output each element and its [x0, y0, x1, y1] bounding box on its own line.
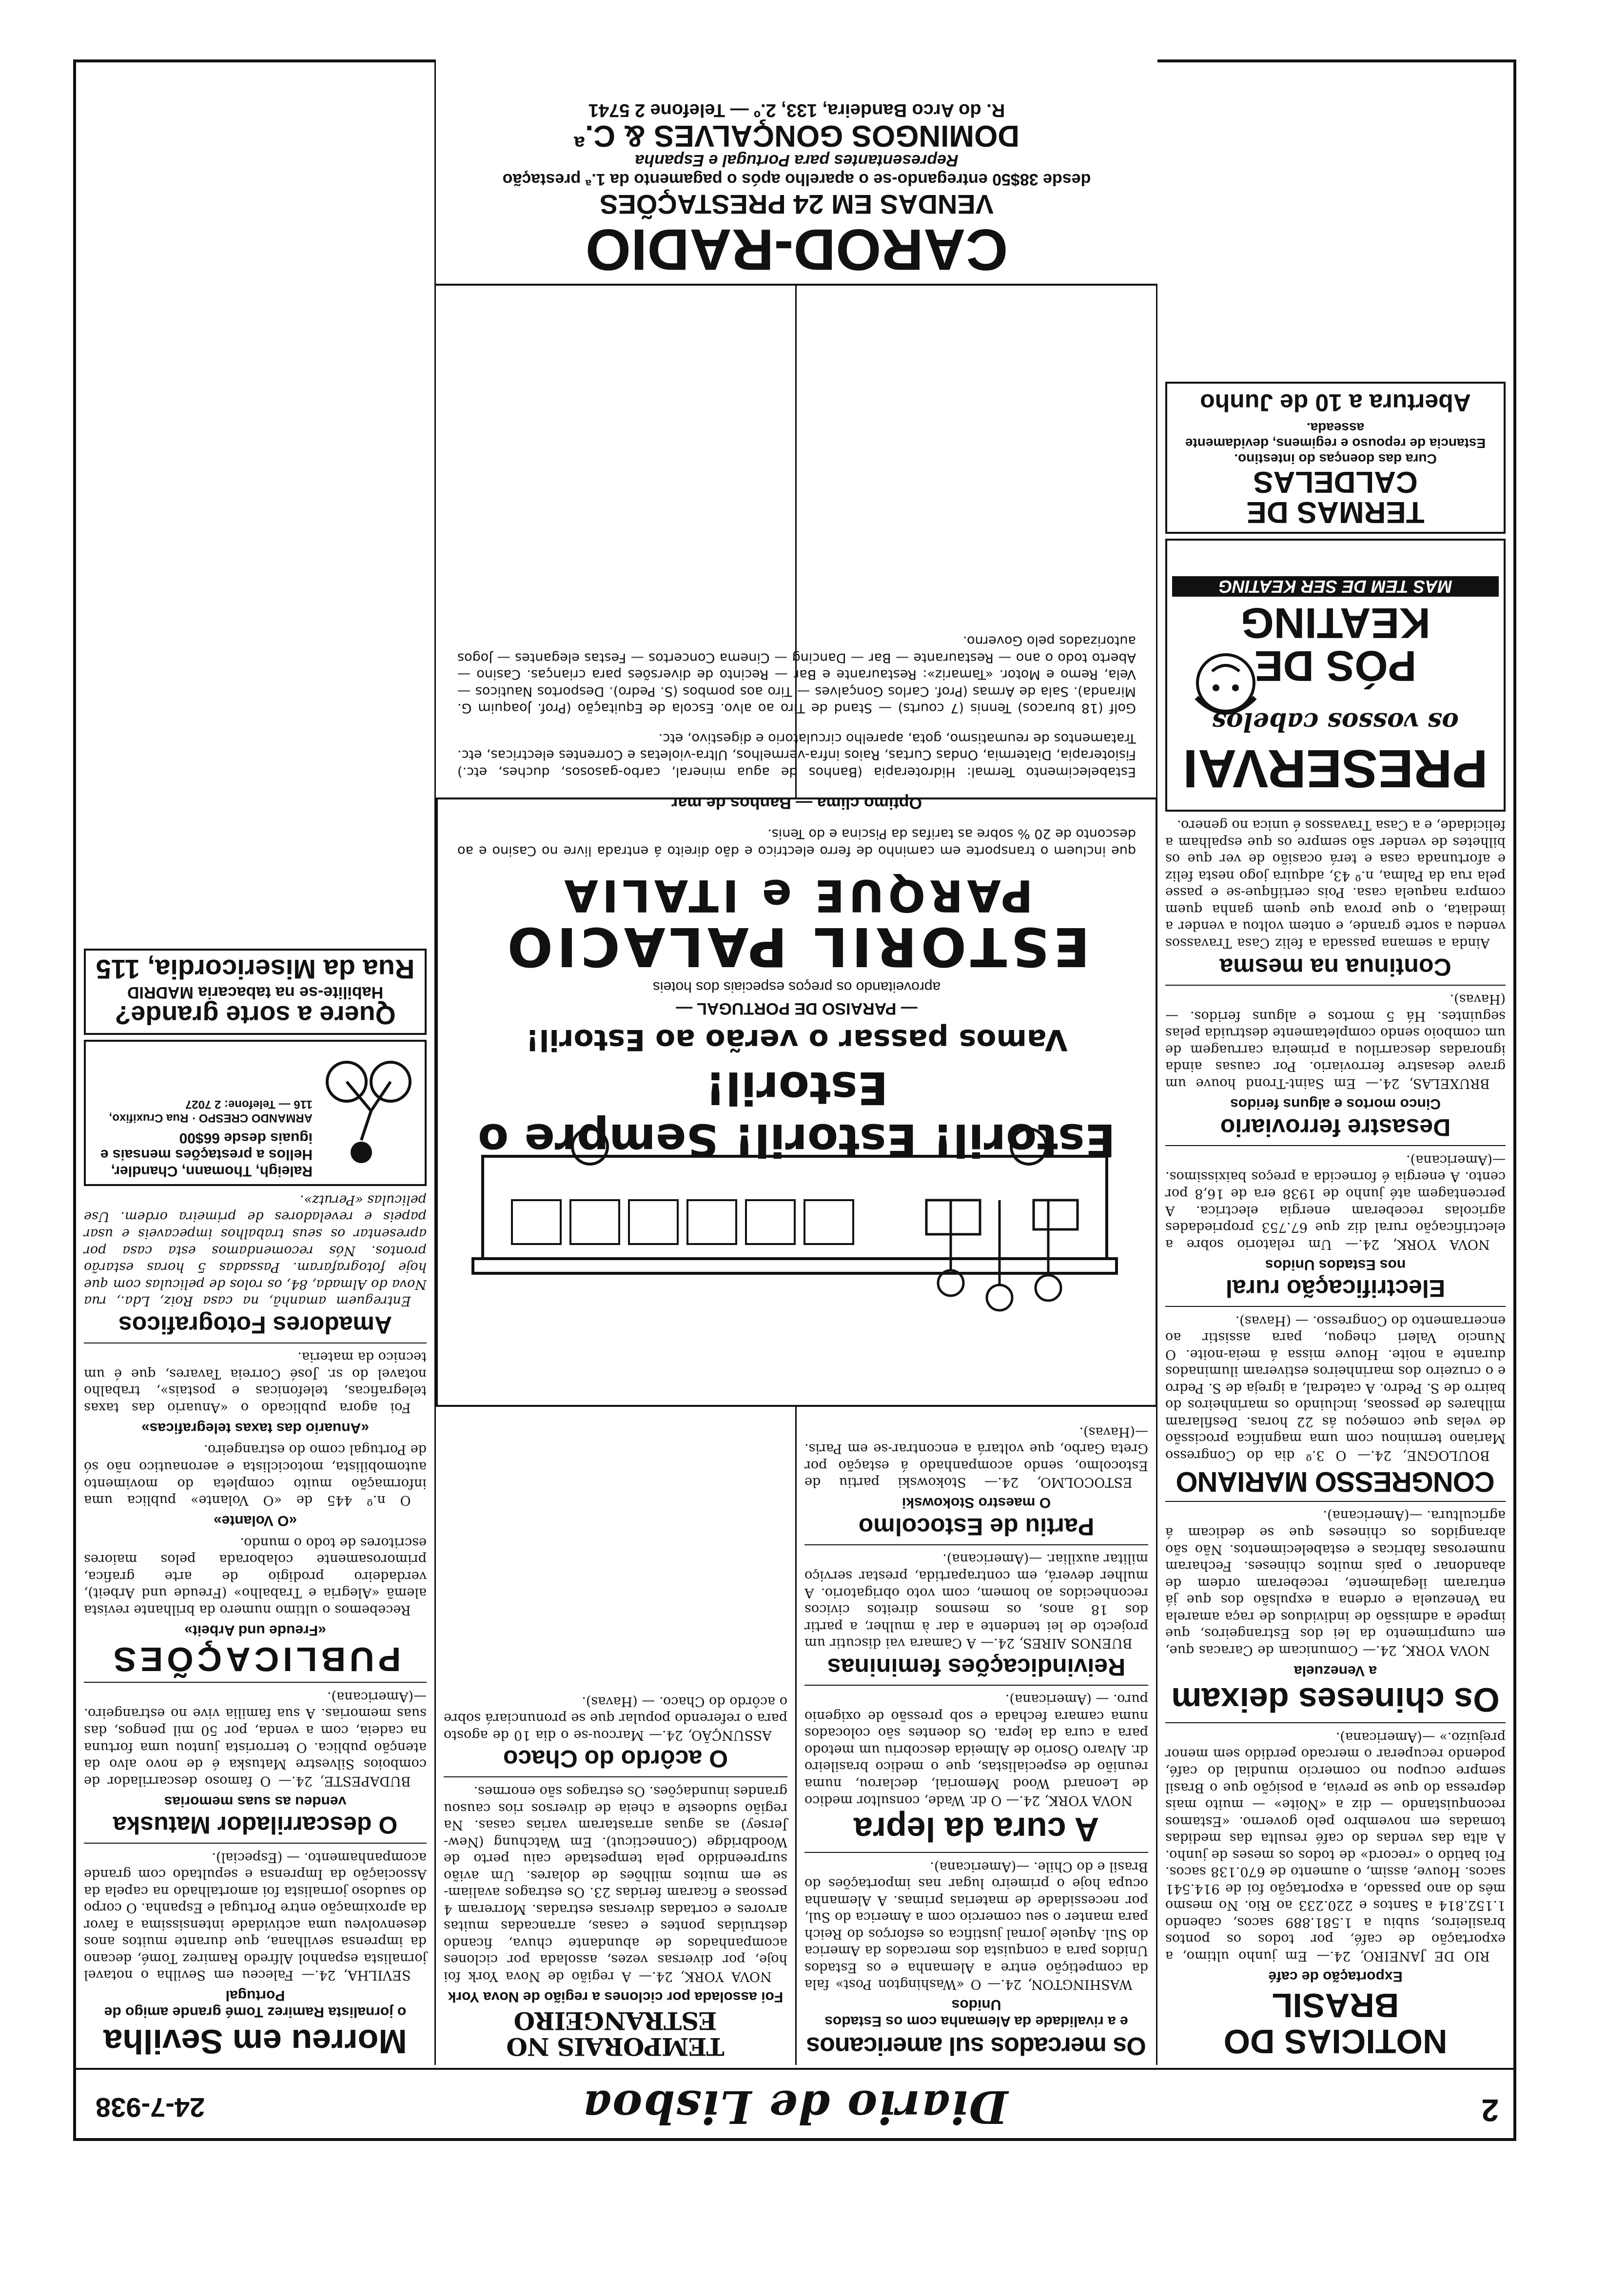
ad-bicycles: [84, 1040, 427, 1186]
ad-caldelas: [1165, 382, 1506, 534]
ad-sorte-title: Quere a sorte grande?: [115, 1000, 396, 1030]
headline-morreu-sevilha: Morreu em Sevilha: [103, 2023, 407, 2061]
ad-estoril-brand: ESTORIL PALACIO: [503, 915, 1090, 978]
article-body: NOVA YORK, 24.— O dr. Wade, consultor medico de Leonard Wood Memorial, declarou, numa reunião de especialistas, que o medico brasileiro dr. Alvaro Osorio de Almeida descobriu um metodo para a cura da lepra. Os doentes são colocados numa camara fechada e sob pressão de oxigenio puro. — (Americana).: [804, 1692, 1148, 1808]
ad-sorte-line: Habilite-se na tabacaria MADRID: [127, 983, 384, 1002]
headline-estocolmo: Partiu de Estocolmo: [858, 1513, 1095, 1540]
face-illustration-icon: [1182, 639, 1270, 722]
headline-electrificacao: Electrificação rural: [1225, 1275, 1446, 1303]
ad-carod-line: desde 38$50 entregando-se o aparelho após o pagamento da 1.ª prestação: [502, 170, 1091, 189]
article-body: BOULOGNE, 24.— O 3.º dia do Congresso Mariano terminou com uma magnifica procissão de velas que começou ás 22 horas. Desfilaram milhares de pessoas, incluindo os marinheiros do bairro de S. Pedro. A catedral, a igreja de S. Pedro e o cruzeiro dos marinheiros estiveram iluminados durante a noite. Houve missa á meia-noite. O Nuncio Valeri chegou, para assistir ao encerramento do Congresso. — (Havas).: [1165, 1313, 1506, 1463]
headline-publicacoes: PUBLICAÇÕES: [109, 1640, 401, 1679]
headline-temporais: TEMPORAIS NO ESTRANGEIRO: [507, 2006, 725, 2061]
headline-congresso-mariano: CONGRESSO MARIANO: [1176, 1465, 1495, 1498]
subhead: Foi assolada por ciclones a região de Nova York: [448, 1989, 784, 2005]
subhead: o jornalista Ramirez Tomé grande amigo de Portugal: [104, 1987, 407, 2021]
subhead: nos Estados Unidos: [1265, 1256, 1406, 1273]
subhead: vendeu as suas memorias: [164, 1793, 347, 1810]
headline-amadores: Amadores Fotograficos: [118, 1311, 392, 1339]
newspaper-title: Diario de Lisboa: [581, 2081, 1008, 2133]
headline-desastre-ferroviario: Desastre ferroviario: [1220, 1114, 1451, 1142]
article-body: Foi agora publicado o «Anuario das taxas telegraficas, telefonicas e postais», trabalho notavel do sr. José Correia Tavares, que é um tecnico da materia.: [84, 1349, 427, 1415]
headline-reivindicacoes: Reivindicações femininas: [827, 1653, 1126, 1681]
article-body: NOVA YORK, 24.— Um relatorio sobre a electrificação rural diz que 67.753 propriedades agricolas receberam energia electrica. A percentagem até junho de 1938 era de 16,8 por cento. A energia é fornecida a preços baixissimos. —(Americana).: [1165, 1152, 1506, 1252]
divider: [444, 1776, 787, 1777]
headline-acordo-chaco: O acôrdo do Chaco: [503, 1745, 728, 1773]
ad-estoril-desc: Estabelecimento Termal: Hidroterapia (Banhos de agua mineral, carbo-gasosos, duches, etc.) Fisioterapia, Diatermia, Ondas Curtas, Raios infra-vermelhos, Ultra-violetas e Correntes electricas, etc. Tratamentos de reumatismo, gota, aparelho circulatorio e digestivo, etc.: [457, 730, 1136, 779]
divider: [804, 1852, 1148, 1853]
subhead: O maestro Stokowski: [901, 1495, 1051, 1511]
article-body: BRUXELAS, 24.— Em Saint-Trond houve um grave desastre ferroviario. Por causas ainda ignoradas descarrilou a primeira carruagem de um comboio sendo completamente destruida pelas seguintes. Há 5 mortos e alguns feridos. — (Havas).: [1165, 992, 1506, 1091]
headline-cura-lepra: A cura da lepra: [853, 1810, 1099, 1849]
article-body: Recebemos o ultimo numero da brilhante revista alemã «Alegria e Trabalho» (Freude und Arbeit), verdadeiro prodigio de arte grafica, primorosamente colaborada pelos maiores escritores de todo o mundo.: [84, 1535, 427, 1617]
subhead: «Freude und Arbeit»: [184, 1622, 326, 1638]
ad-estoril-tag: — PARAISO DE PORTUGAL —: [676, 999, 918, 1018]
article-body: ESTOCOLMO, 24.— Stokowski partiu de Estocolmo, sendo acompanhado á estação por Greta Garbo, que voltará a encontrar-se em Paris. —(Havas).: [804, 1424, 1148, 1490]
bicycle-rider-icon: [322, 1057, 420, 1174]
ad-keating-brand: PRESERVAI: [1183, 738, 1488, 798]
subhead: Cinco mortos e alguns feridos: [1230, 1095, 1441, 1112]
column-sevilha: [76, 62, 436, 2065]
ad-estoril-sub: Vamos passar o verão ao Estoril!: [526, 1023, 1068, 1057]
page-frame: [73, 59, 1516, 2141]
ad-keating: [1165, 539, 1506, 812]
divider: [1165, 1306, 1506, 1307]
divider: [1165, 985, 1506, 986]
headline-matuska: O descarrilador Matuska: [113, 1811, 398, 1839]
divider: [84, 1843, 427, 1844]
divider: [804, 1544, 1148, 1545]
ad-sorte-address: Rua da Misericordia, 115: [96, 954, 415, 985]
headline-mercados: Os mercados sul americanos: [806, 2032, 1146, 2060]
article-body: Ainda a semana passada a feliz Casa Travassos vendeu a sorte grande, e ontem voltou a vender a imediata, o que prova que quem ganha quem compra naquela casa. Pois certifique-se e passe pela rua da Palma, n.º 43, adquira jogo nesta feliz e afortunada casa e terá ocasião de ver que os bilhetes de vender são sempre os que espalham a felicidade, e a Casa Travassos é unica no genero.: [1165, 817, 1506, 951]
ad-caldelas-line: Cura das doenças do intestino.: [1234, 451, 1437, 467]
ad-keating-script: os vossos cabelos: [1212, 706, 1459, 737]
article-body: WASHINGTON, 24.— O «Washington Post» fala da competição entre a Alemanha e os Estados Unidos para a conquista dos mercados da America do Sul. Aquele jornal justifica os esforços do Reich para manter o seu comercio com a America do Sul, por necessidade de materias primas. A Alemanha ocupa hoje o primeiro lugar nas importações do Brasil e do Chile. —(Americana).: [804, 1859, 1148, 1992]
ad-carod-address: R. do Arco Bandeira, 133, 2.º — Telefone 2 5741: [588, 100, 1005, 120]
divider: [1165, 1722, 1506, 1723]
divider: [84, 1682, 427, 1683]
ad-estoril-brand2: PARQUE e ITALIA: [560, 870, 1033, 921]
subhead-exportacao-cafe: Exportação de café: [1268, 1968, 1403, 1985]
article-body: Entreguem amanhã, na casa Roiz, Lda., rua Nova do Almada, 84, os rolos de peliculas com que hoje fotografaram. Passadas 5 horas estarão prontos. Nós recomendamos esta casa por apresentar os seus trabalhos impecaveis e usar papeis e reveladores de primeira ordem. Use peliculas «Perutz».: [84, 1192, 427, 1309]
article-body: RIO DE JANEIRO, 24.— Em junho ultimo, a exportação de café, por todos os pontos brasileiros, subiu a 1.581.889 sacos, cabendo 1.152.814 a Santos e 220.233 ao Rio. No mesmo mês do ano passado, a exportação foi de 914.541 sacos. Houve, assim, o aumento de 670.138 sacos. Foi batido o «record» de todos os meses de junho. A alta das vendas do café resulta das medidas tomadas em novembro pelo governo. «Estamos reconquistando — diz a «Noite» — muito mais depressa do que se previa, a posição que o Brasil sempre ocupou no comercio mundial do café, podendo recuperar o mercado perdido sem menor prejuizo.» —(Americana).: [1165, 1729, 1506, 1964]
ad-estoril-clima: Optimo clima — Banhos de mar: [671, 793, 922, 812]
article-body: SEVILHA, 24.— Faleceu em Sevilha o notavel jornalista espanhol Alfredo Ramirez Tomé, decano da imprensa sevilhana, que durante muitos anos desenvolveu uma actividade intensissima a favor da aproximação entre Portugal e Espanha. O corpo do saudoso jornalista foi amortalhado na capela da Associação da Imprensa e sepultado com grande acompanhamento. — (Especial).: [84, 1849, 427, 1983]
subhead: «Anuario das taxas telegraficas»: [141, 1420, 369, 1436]
ad-bicycles-text: Raleigh, Thomann, Chandler, Hellos a prestações mensais e iguais desde 66$00: [100, 1130, 313, 1180]
tram-illustration-icon: [463, 1112, 1126, 1317]
ad-caldelas-line: Estancia de repouso e regimens, devidamente asseada.: [1185, 420, 1486, 451]
ad-estoril-desc: que incluem o transporte em caminho de ferro electrico e dão direito á entrada livre no Casino e ao desconto de 20 % sobre as tarifas da Piscina e do Tenis.: [457, 826, 1136, 858]
subhead: a Venezuela: [1293, 1662, 1377, 1679]
article-body: O n.º 445 de «O Volante» publica uma informação muito completa do movimento automobilista, motociclista e aeronautico não só de Portugal como do estrangeiro.: [84, 1442, 427, 1508]
masthead: [76, 2065, 1513, 2138]
masthead-rule: [76, 2068, 1513, 2070]
article-body: ASSUNÇÃO, 24.— Marcou-se o dia 10 de agosto para o referendo popular que se pronunciará sobre o acôrdo do Chaco. — (Havas).: [444, 1693, 787, 1743]
ad-caldelas-title: TERMAS DE CALDELAS: [1246, 465, 1425, 529]
ad-estoril-tag2: aproveitando os preços especiais dos hoteis: [652, 979, 941, 995]
headline-chineses: Os chineses deixam: [1171, 1681, 1500, 1719]
ad-caldelas-opening: Abertura a 10 de Junho: [1200, 389, 1471, 416]
ad-carod-company: DOMINGOS GONÇALVES & C.ª: [574, 119, 1019, 153]
ad-estoril-desc: Golf (18 buracos) Tennis (7 courts) — Stand de Tiro ao alvo. Escola de Equitação (Prof. Joaquim G. Miranda). Sala de Armas (Prof. Carlos Gonçalves — Tiro aos pombos (S. Pedro). Desportos Nauticos — Vela, Remo e Motor. «Tamariz»: Restaurante e Bar — Recinto de diversões para crianças. Casino — Aberto todo o ano — Restaurante — Bar — Dancing — Cinema Concertos — Festas elegantes — Jogos autorizados pelo Governo.: [457, 633, 1136, 716]
ad-carod-line: Representantes para Portugal e Espanha: [635, 151, 959, 170]
ad-keating-product: PÓS DE KEATING: [1240, 599, 1431, 690]
divider: [804, 1685, 1148, 1686]
divider: [1165, 1145, 1506, 1146]
article-body: NOVA YORK, 24.— Comunicam de Caracas que, em cumprimento da lei dos Estrangeiros, que impede a admissão de individuos de raça amarela na Venezuela e ordena a expulsão dos que já entraram ilegalmente, receberam ordem de abandonar o país muitos chineses. Fecharam numerosas fabricas e estabelecimentos. Não são abrangidos os chineses que se dedicam á agricultura. —(Americana).: [1165, 1508, 1506, 1658]
ad-carod-title: CAROD-RADIO: [585, 217, 1008, 282]
ad-keating-slogan: MAS TEM DE SER KEATING: [1172, 576, 1499, 597]
ad-estoril: [436, 633, 1157, 1407]
issue-date: 24-7-938: [96, 2092, 205, 2123]
subhead: «O Volante»: [213, 1513, 297, 1529]
page-number: 2: [1481, 2093, 1499, 2128]
article-body: NOVA YORK, 24.— A região de Nova York foi hoje, por diversas vezes, assolada por ciclones acompanhados de abundante chuva, ficando destruidas pontes e casas, arrancadas muitas arvores e cortadas diversas estradas. Morreram 4 pessoas e ficaram feridas 23. Os estragos avaliam-se em muitos milhões de dolares. Um avião surpreendido pela tempestade caiu perto de Woodbridge (Connecticut). Em Watchung (New-Jersey) as aguas arrastaram varias casas. Na região sudoeste a cheia de diversos rios causou grandes inundações. Os estragos são enormes.: [444, 1783, 787, 1984]
headline-continua: Continua na mesma: [1219, 953, 1451, 981]
ad-sorte-grande: [84, 949, 427, 1035]
article-body: BUDAPESTE, 24.— O famoso descarrilador de comboios Silvestre Matuska é de novo alvo da atenção publica. O terrorista juntou uma fortuna na cadeia, com a venda, por 50 mil pengos, das suas memorias. A sua familia vive no estrangeiro. —(Americana).: [84, 1689, 427, 1789]
ad-carod-radio: [436, 57, 1157, 286]
ad-carod-line: VENDAS EM 24 PRESTAÇÕES: [599, 189, 994, 220]
divider: [1165, 1501, 1506, 1502]
ad-bicycles-contact: ARMANDO CRESPO · Rua Cruxifixo, 116 — Telefone: 2 7027: [109, 1098, 313, 1125]
subhead: e a rivalidade da Alemanha com os Estados Unidos: [824, 1997, 1128, 2030]
column-brasil: [1157, 62, 1513, 2065]
ad-estoril-headline: Estoril! Estoril! Sempre o Estoril!: [478, 1062, 1116, 1166]
article-body: BUENOS AIRES, 24.— A Camara vai discutir um projecto de lei tendente a dar à mulher, a partir dos 18 anos, os mesmos direitos civicos reconhecidos ao homem, com voto obrigatorio. A mulher deverá, em contrapartida, prestar serviço militar auxiliar. —(Americana).: [804, 1551, 1148, 1651]
headline-noticias-brasil: NOTICIAS DO BRASIL: [1223, 1986, 1448, 2061]
